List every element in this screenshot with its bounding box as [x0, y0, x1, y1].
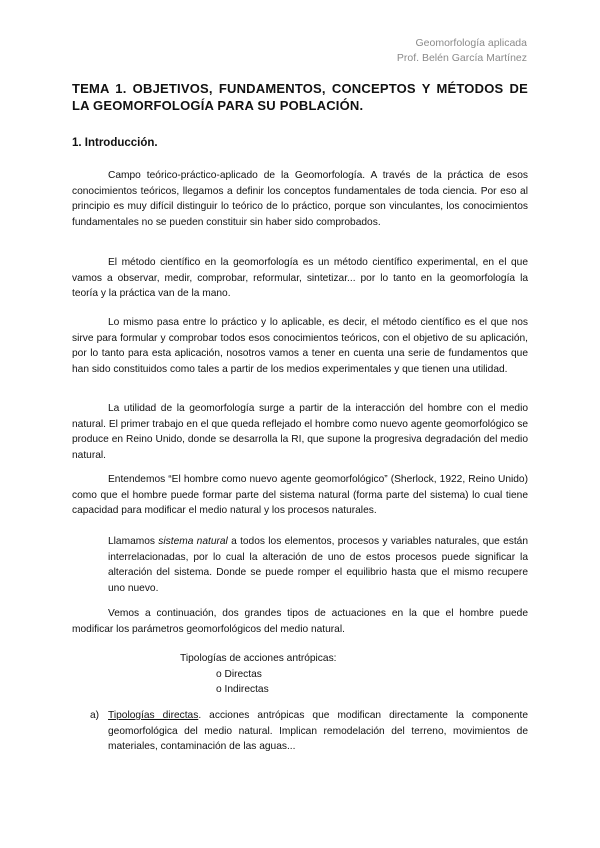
typology-option: o Directas [216, 668, 262, 680]
list-item-a [90, 708, 528, 755]
paragraph-practice: Lo mismo pasa entre lo práctico y lo aplicable, es decir, el método científico es el que nos sirve para formular y comprobar todos esos conocimientos teóricos, con el objetivo de su aplicación, por lo tanto para esta aplicación, nosotros vamos a tener en cuenta una serie de fundamentos que han sido constituidos como tales a partir de los medios experimentales y que tienen una utilidad. [72, 317, 528, 375]
quote-rest: a todos los elementos, procesos y variables naturales, que están interrelacionadas, por lo cual la alteración de uno de estos procesos puede significar la alteración del sistema. Donde se puede romper el equilibrio hasta que el mismo recupere uno nuevo. [108, 536, 528, 594]
definition-quote [108, 534, 528, 596]
paragraph-method: El método científico en la geomorfología es un método científico experimental, en el que vamos a observar, medir, comprobar, reformular, sintetizar... por lo tanto en la geomorfología la teoría y la práctica van de la mano. [72, 257, 528, 299]
professor-name: Prof. Belén García Martínez [396, 52, 527, 64]
list-body [108, 708, 528, 755]
paragraph-closing: Vemos a continuación, dos grandes tipos de actuaciones en la que el hombre puede modificar los parámetros geomorfológicos del medio natural. [72, 608, 528, 635]
typologies-heading: Tipologías de acciones antrópicas: [180, 653, 337, 664]
document-title: TEMA 1. OBJETIVOS, FUNDAMENTOS, CONCEPTOS Y MÉTODOS DE LA GEOMORFOLOGÍA PARA SU POBLACIÓN. [72, 81, 528, 113]
list-marker: a) [90, 710, 100, 721]
quote-term: sistema natural [158, 536, 228, 547]
list-text: . acciones antrópicas que modifican directamente la componente geomorfológica del medio natural. Implican remodelación del terreno, movimientos de materiales, contaminación de las aguas... [108, 710, 528, 752]
typologies-list [180, 651, 337, 698]
section-heading: 1. Introducción. [72, 137, 158, 149]
paragraph-intro: Campo teórico-práctico-aplicado de la Geomorfología. A través de la práctica de esos conocimientos teóricos, llegamos a definir los conceptos fundamentales de toda ciencia. Por eso al principio es muy difícil distinguir lo teórico de lo práctico, porque son vinculantes, los conocimientos fundamentales no se pueden constituir sin haber sido comprobados. [72, 170, 528, 228]
paragraph-agent: Entendemos “El hombre como nuevo agente geomorfológico” (Sherlock, 1922, Reino Unido) como que el hombre puede formar parte del sistema natural (forma parte del sistema) lo cual tiene capacidad para modificar el medio natural y los procesos naturales. [72, 474, 528, 516]
course-name: Geomorfología aplicada [415, 37, 527, 49]
typology-option: o Indirectas [216, 684, 269, 695]
paragraph-utility: La utilidad de la geomorfología surge a partir de la interacción del hombre con el medio natural. El primer trabajo en el que queda reflejado el hombre como nuevo agente geomorfológico se produce en Reino Unido, donde se desarrolla la RI, que supone la progresiva degradación del medio natural. [72, 403, 528, 461]
list-term: Tipologías directas [108, 710, 199, 721]
page-header [397, 36, 527, 66]
quote-lead: Llamamos [108, 536, 159, 547]
